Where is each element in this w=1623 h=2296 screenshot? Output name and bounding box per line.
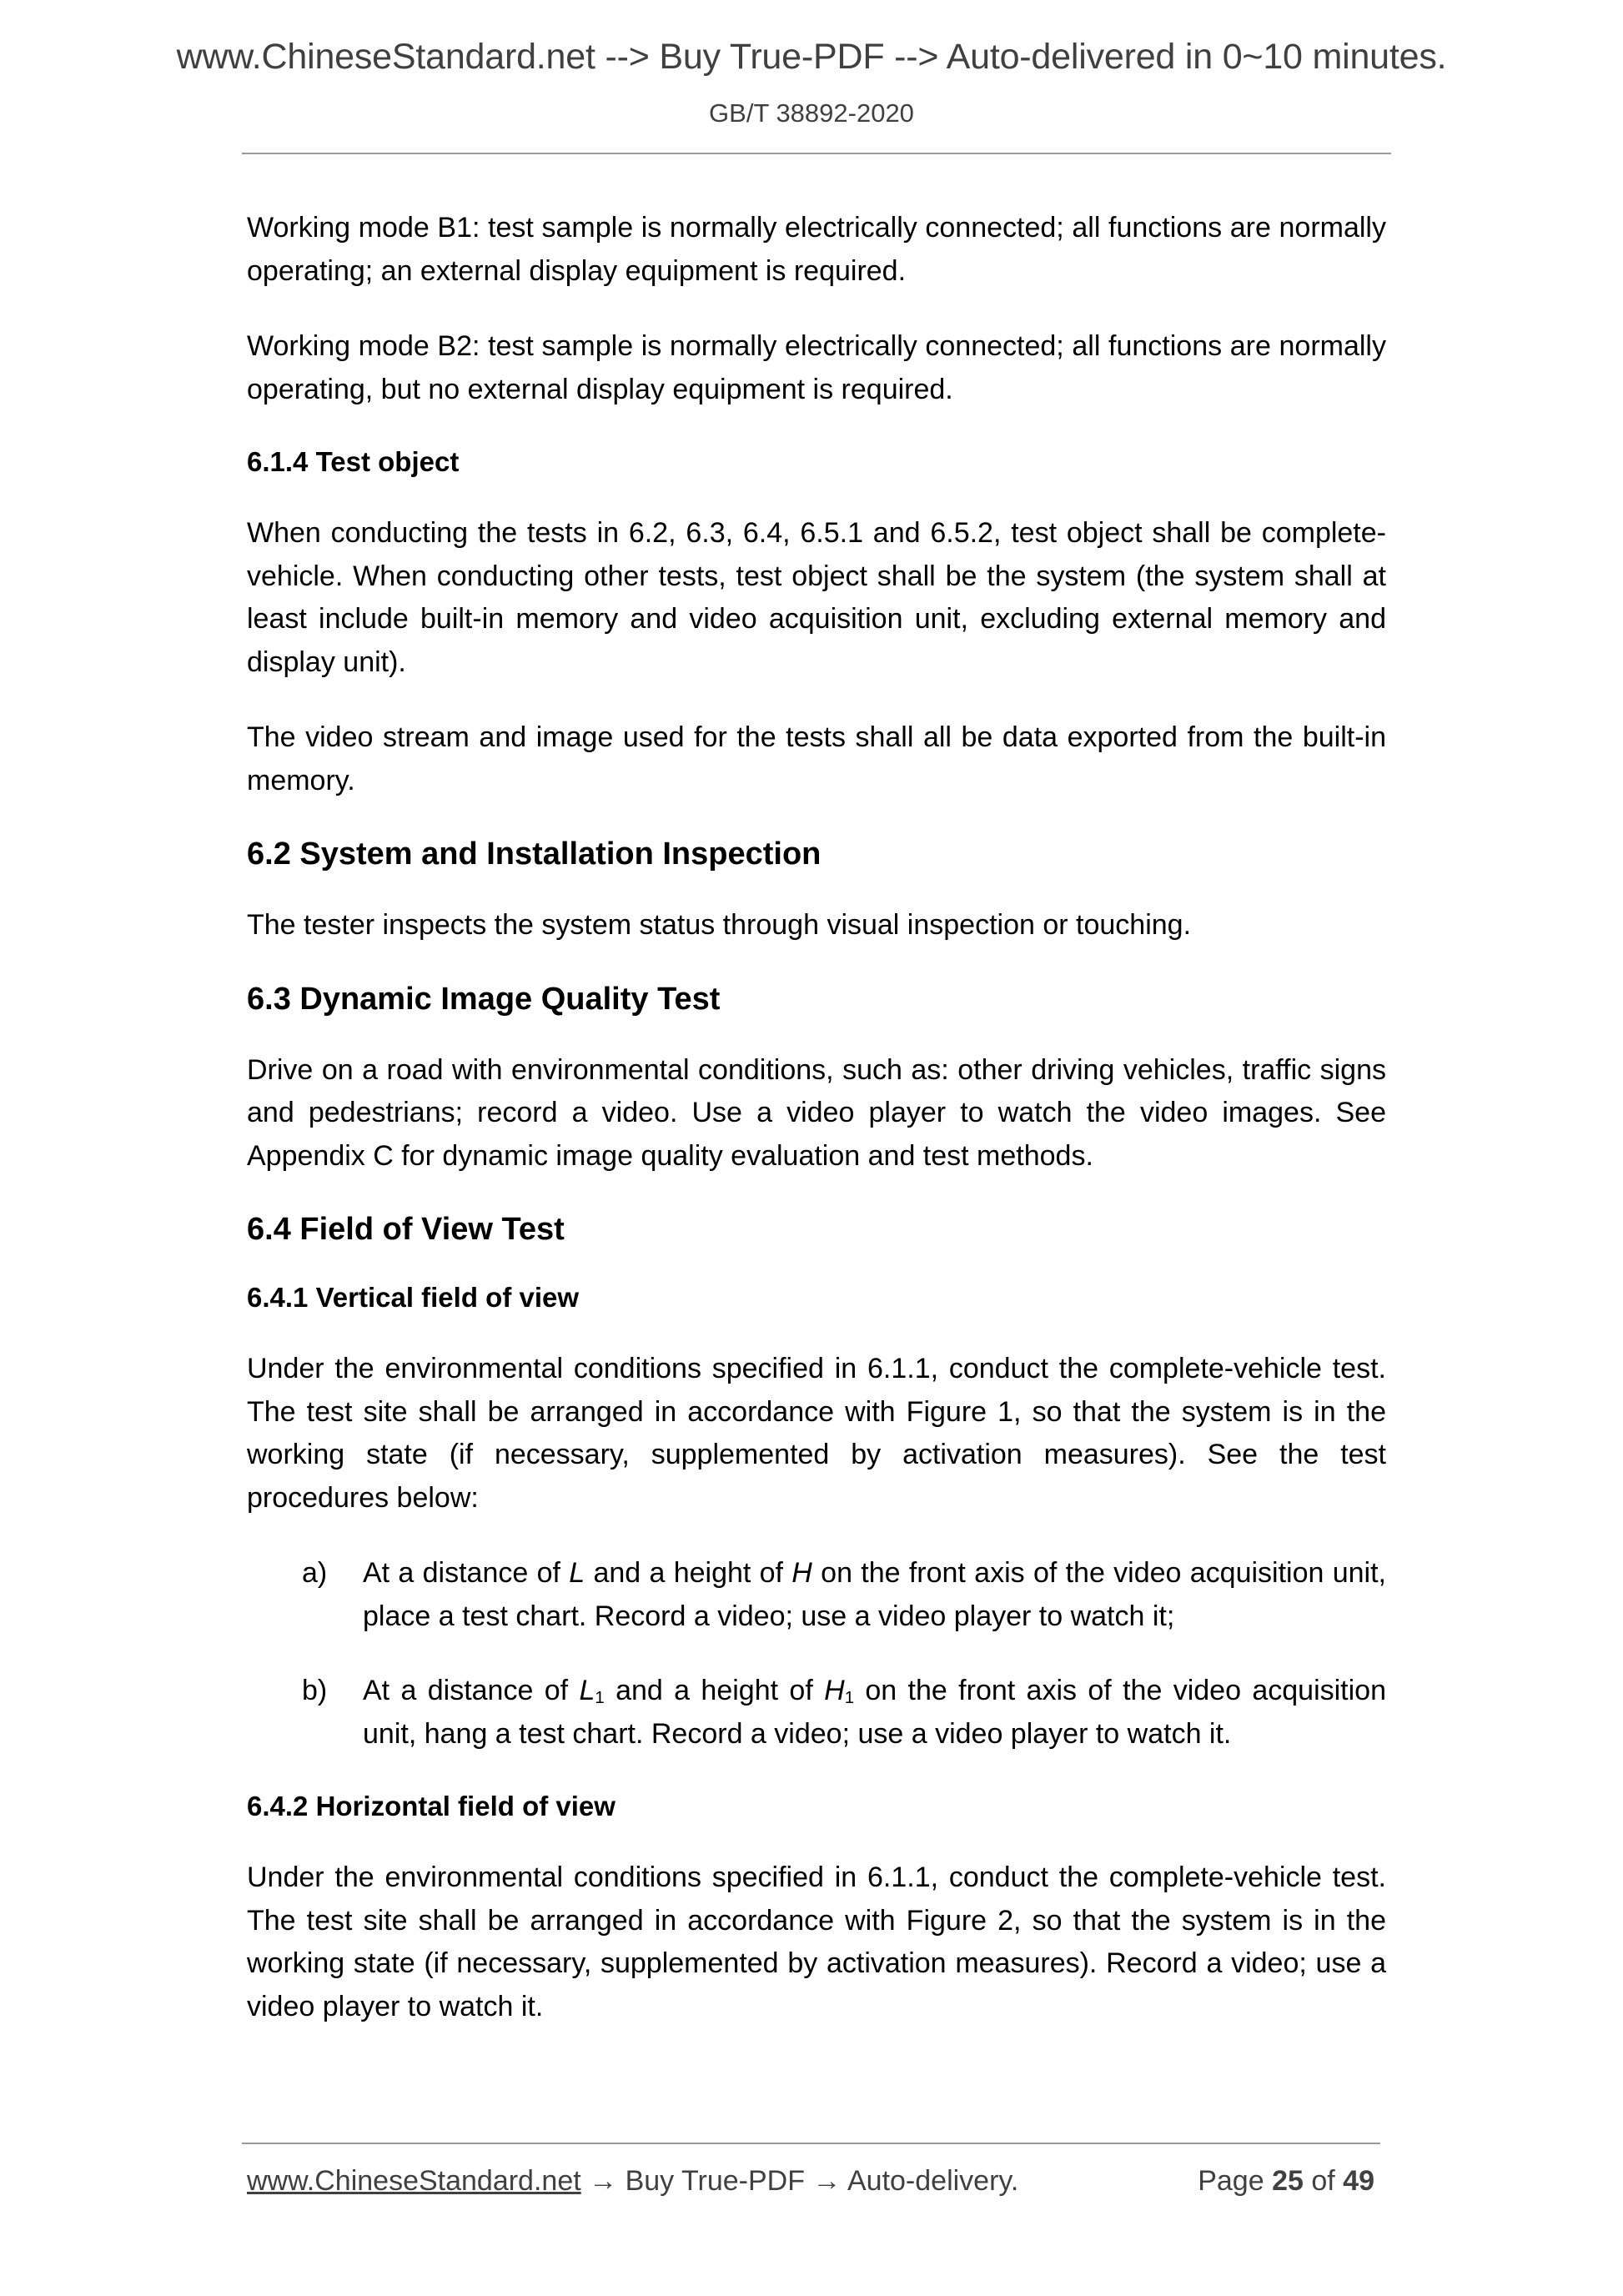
header-banner: www.ChineseStandard.net --> Buy True-PDF --> Auto-delivered in 0~10 minutes. — [176, 37, 1447, 77]
footer-site-link[interactable]: www.ChineseStandard.net — [247, 2165, 581, 2197]
heading-6-1-4: 6.1.4 Test object — [247, 446, 460, 477]
current-page: 25 — [1272, 2165, 1304, 2197]
paragraph-test-object: When conducting the tests in 6.2, 6.3, 6.4, 6.5.1 and 6.5.2, test object shall be complete-vehicle. When conducting other tests, test object shall be the system (the system shall at least include built-in memory and video acquisition unit, excluding external memory and display unit). — [247, 517, 1386, 678]
paragraph-working-mode-b1: Working mode B1: test sample is normally electrically connected; all functions are normally operating; an external display equipment is required. — [247, 212, 1386, 287]
standard-id: GB/T 38892-2020 — [709, 98, 914, 128]
document-body — [247, 207, 1386, 2061]
total-pages: 49 — [1343, 2165, 1374, 2197]
variable-l1: L — [579, 1675, 595, 1706]
page-indicator: Page 25 of 49 — [1198, 2165, 1374, 2197]
footer-tagline: → Buy True-PDF → Auto-delivery. — [580, 2165, 1019, 2197]
footer-divider — [242, 2143, 1380, 2144]
procedure-list — [247, 1552, 1386, 1756]
variable-h: H — [791, 1557, 812, 1589]
paragraph-working-mode-b2: Working mode B2: test sample is normally electrically connected; all functions are normally operating, but no external display equipment is required. — [247, 330, 1386, 405]
paragraph-inspection: The tester inspects the system status through visual inspection or touching. — [247, 909, 1192, 941]
heading-6-3: 6.3 Dynamic Image Quality Test — [247, 981, 721, 1017]
variable-l: L — [569, 1557, 585, 1589]
footer — [247, 2165, 1374, 2198]
paragraph-dynamic-image: Drive on a road with environmental conditions, such as: other driving vehicles, traffic signs and pedestrians; record a video. Use a video player to watch the video images. See Appendix C for dynamic image quality evaluation and test methods. — [247, 1053, 1386, 1172]
paragraph-vertical-fov: Under the environmental conditions specified in 6.1.1, conduct the complete-vehicle test. The test site shall be arranged in accordance with Figure 1, so that the system is in the working state (if necessary, supplemented by activation measures). See the test procedures below: — [247, 1353, 1386, 1514]
procedure-step-a: a) At a distance of L and a height of H on the front axis of the video acquisition unit, place a test chart. Record a video; use a video player to watch it; — [247, 1552, 1386, 1638]
paragraph-horizontal-fov: Under the environmental conditions specified in 6.1.1, conduct the complete-vehicle test. The test site shall be arranged in accordance with Figure 2, so that the system is in the working state (if necessary, supplemented by activation measures). Record a video; use a video player to watch it. — [247, 1861, 1386, 2022]
list-marker: b) — [302, 1675, 328, 1706]
procedure-step-b: b) At a distance of $L_1$ and a height of $H_1$ on the front axis of the video acquisition unit, hang a test chart. Record a video; use a video player to watch it. — [247, 1670, 1386, 1756]
heading-6-2: 6.2 System and Installation Inspection — [247, 837, 822, 872]
list-marker: a) — [302, 1557, 328, 1589]
paragraph-video-stream: The video stream and image used for the tests shall all be data exported from the built-in memory. — [247, 721, 1386, 796]
heading-6-4: 6.4 Field of View Test — [247, 1212, 565, 1247]
heading-6-4-2: 6.4.2 Horizontal field of view — [247, 1791, 616, 1821]
header-divider — [242, 153, 1391, 154]
heading-6-4-1: 6.4.1 Vertical field of view — [247, 1282, 580, 1313]
variable-h1: H — [824, 1675, 845, 1706]
